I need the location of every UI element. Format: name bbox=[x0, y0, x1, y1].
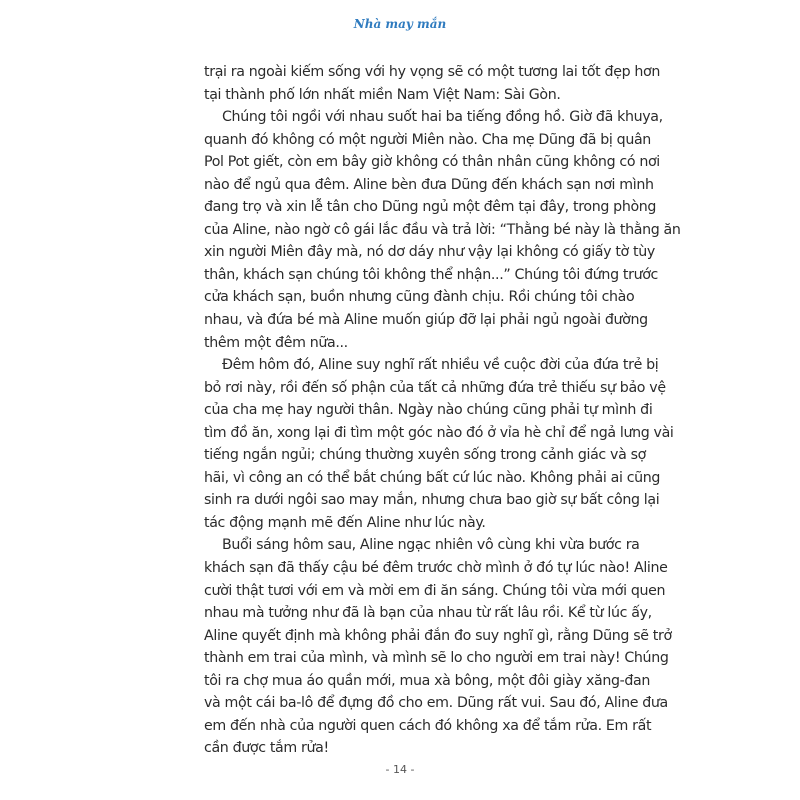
paragraph bbox=[204, 534, 672, 759]
text-line: nhau mà tưởng như đã là bạn của nhau từ rất lâu rồi. Kể từ lúc ấy, bbox=[204, 605, 652, 622]
paragraph bbox=[204, 61, 661, 106]
text-line: thân, khách sạn chúng tôi không thể nhận...” Chúng tôi đứng trước bbox=[204, 266, 659, 283]
text-line: Đêm hôm đó, Aline suy nghĩ rất nhiều về cuộc đời của đứa trẻ bị bbox=[222, 357, 659, 374]
text-line: của Aline, nào ngờ cô gái lắc đầu và trả lời: “Thằng bé này là thằng ăn bbox=[204, 221, 681, 238]
text-line: nào để ngủ qua đêm. Aline bèn đưa Dũng đến khách sạn nơi mình bbox=[204, 176, 654, 193]
text-line: nhau, và đứa bé mà Aline muốn giúp đỡ lại phải ngủ ngoài đường bbox=[204, 312, 648, 329]
text-line: cần được tắm rửa! bbox=[204, 740, 329, 757]
text-line: Buổi sáng hôm sau, Aline ngạc nhiên vô cùng khi vừa bước ra bbox=[222, 537, 640, 554]
text-line: tôi ra chợ mua áo quần mới, mua xà bông, một đôi giày xăng-đan bbox=[204, 672, 651, 689]
text-line: đang trọ và xin lễ tân cho Dũng ngủ một đêm tại đây, trong phòng bbox=[204, 199, 657, 216]
text-line: tại thành phố lớn nhất miền Nam Việt Nam: Sài Gòn. bbox=[204, 86, 561, 103]
page-number: - 14 - bbox=[385, 763, 415, 776]
text-line: em đến nhà của người quen cách đó không xa để tắm rửa. Em rất bbox=[204, 717, 652, 734]
text-line: thành em trai của mình, và mình sẽ lo cho người em trai này! Chúng bbox=[204, 650, 669, 667]
page-body bbox=[204, 61, 681, 760]
text-line: tiếng ngắn ngủi; chúng thường xuyên sống trong cảnh giác và sợ bbox=[204, 447, 646, 464]
text-line: của cha mẹ hay người thân. Ngày nào chúng cũng phải tự mình đi bbox=[204, 402, 653, 419]
text-line: trại ra ngoài kiếm sống với hy vọng sẽ có một tương lai tốt đẹp hơn bbox=[204, 64, 661, 80]
text-line: Pol Pot giết, còn em bây giờ không có thân nhân cũng không có nơi bbox=[204, 154, 660, 171]
text-line: quanh đó không có một người Miên nào. Cha mẹ Dũng đã bị quân bbox=[204, 131, 651, 148]
paragraph bbox=[204, 106, 681, 354]
text-line: tìm đồ ăn, xong lại đi tìm một góc nào đó ở vỉa hè chỉ để ngả lưng vài bbox=[204, 424, 674, 441]
text-line: sinh ra dưới ngôi sao may mắn, nhưng chưa bao giờ sự bất công lại bbox=[204, 492, 660, 509]
text-line: khách sạn đã thấy cậu bé đêm trước chờ mình ở đó tự lúc nào! Aline bbox=[204, 560, 668, 577]
text-line: và một cái ba-lô để đựng đồ cho em. Dũng rất vui. Sau đó, Aline đưa bbox=[204, 695, 668, 712]
text-line: thêm một đêm nữa... bbox=[204, 334, 348, 351]
text-line: Chúng tôi ngồi với nhau suốt hai ba tiếng đồng hồ. Giờ đã khuya, bbox=[222, 109, 663, 126]
text-line: cười thật tươi với em và mời em đi ăn sáng. Chúng tôi vừa mới quen bbox=[204, 582, 666, 599]
paragraph bbox=[204, 354, 674, 534]
text-line: Aline quyết định mà không phải đắn đo suy nghĩ gì, rằng Dũng sẽ trở bbox=[204, 627, 672, 644]
text-line: xin người Miên đây mà, nó dơ dáy như vậy lại không có giấy tờ tùy bbox=[204, 244, 655, 261]
text-line: cửa khách sạn, buồn nhưng cũng đành chịu. Rồi chúng tôi chào bbox=[204, 289, 635, 306]
text-line: hãi, vì công an có thể bắt chúng bất cứ lúc nào. Không phải ai cũng bbox=[204, 469, 661, 486]
running-header: Nhà may mắn bbox=[353, 17, 447, 31]
text-line: bỏ rơi này, rồi đến số phận của tất cả những đứa trẻ thiếu sự bảo vệ bbox=[204, 379, 666, 396]
text-line: tác động mạnh mẽ đến Aline như lúc này. bbox=[204, 514, 486, 531]
